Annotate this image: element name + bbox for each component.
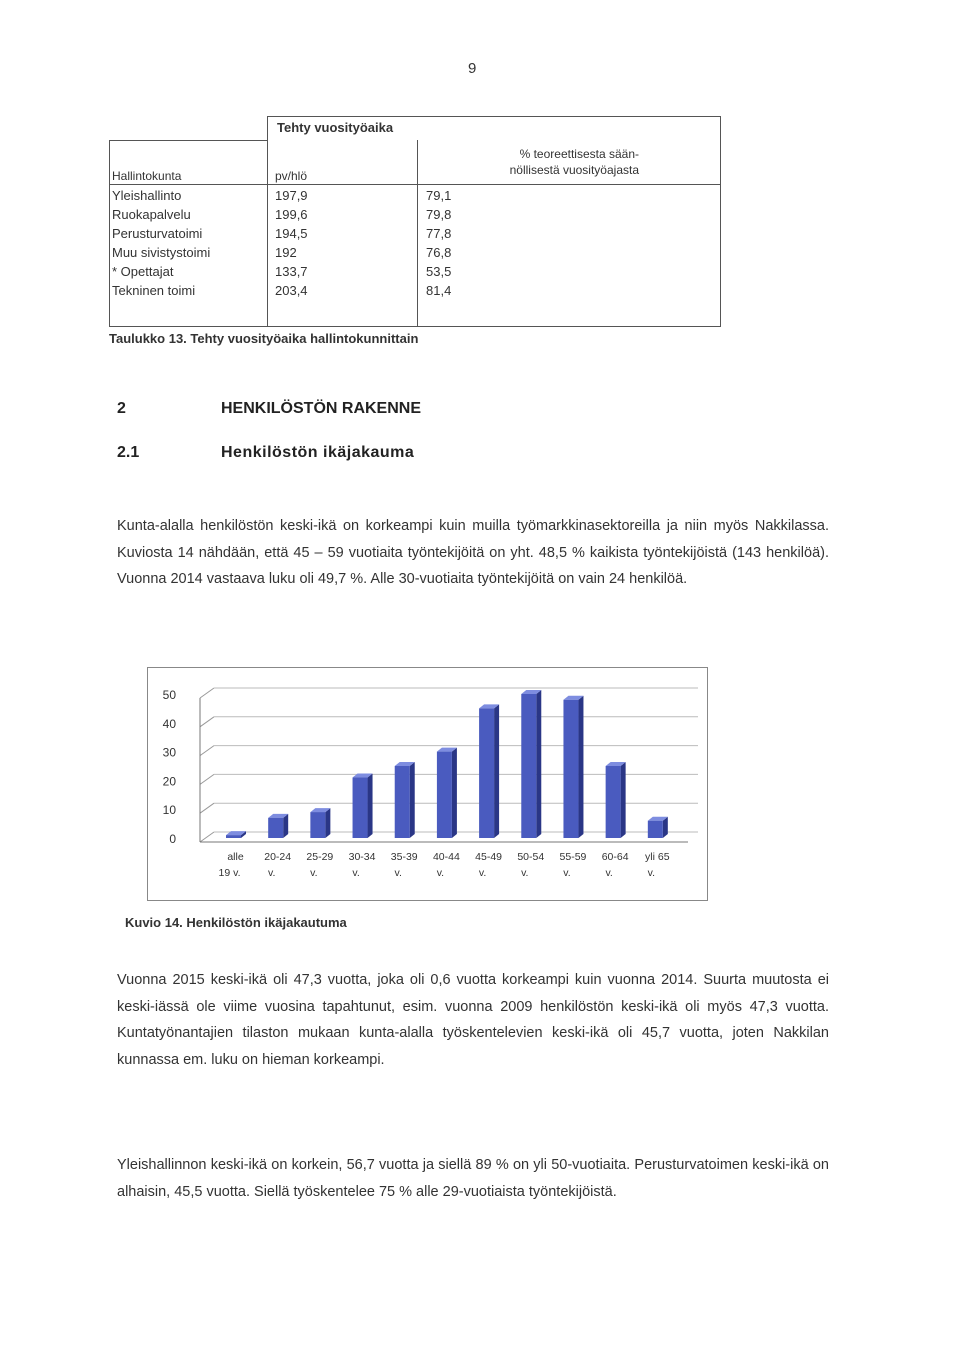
x-tick-label: v. (521, 867, 529, 879)
table-row: Perusturvatoimi 194,5 77,8 (112, 226, 452, 241)
bar-side (621, 762, 626, 838)
x-tick-label: v. (478, 867, 487, 879)
x-tick-label: v. (267, 867, 276, 879)
column-header-days: pv/hlö (275, 169, 308, 183)
x-tick-label: 19 v. (218, 867, 241, 879)
x-tick-label: v. (605, 867, 613, 879)
bar (226, 835, 241, 838)
table-row: Ruokapalvelu 199,6 79,8 (112, 207, 452, 222)
bar (479, 708, 494, 838)
y-tick-label: 30 (162, 745, 176, 760)
table-caption: Taulukko 13. Tehty vuosityöaika hallintokunnittain (109, 331, 419, 346)
x-tick-label: 45-49 (475, 851, 503, 863)
x-tick-label: 55-59 (559, 851, 587, 863)
x-tick-label: 20-24 (264, 851, 292, 863)
grid-slant (200, 803, 214, 813)
bar-side (410, 762, 415, 838)
bar (563, 700, 578, 838)
x-tick-label: v. (563, 867, 571, 879)
x-tick-label: 35-39 (390, 851, 418, 863)
table-row: Tekninen toimi 203,4 81,4 (112, 283, 452, 298)
column-header-unit: Hallintokunta (112, 169, 182, 183)
chart-canvas (148, 668, 707, 900)
subsection-title: Henkilöstön ikäjakauma (221, 444, 415, 461)
y-tick-label: 10 (162, 803, 176, 818)
x-tick-label: v. (310, 867, 318, 879)
y-tick-label: 50 (162, 688, 176, 702)
x-tick-label: 60-64 (601, 851, 629, 863)
x-tick-label: 50-54 (517, 851, 545, 863)
figure-caption: Kuvio 14. Henkilöstön ikäjakautuma (125, 915, 347, 930)
bar-side (368, 774, 373, 838)
bar (437, 752, 452, 838)
bar-side (536, 690, 541, 838)
bar-side (578, 696, 583, 838)
subsection-number: 2.1 (117, 444, 140, 461)
bar (268, 818, 283, 838)
grid-slant (200, 774, 214, 784)
x-tick-label: v. (647, 867, 656, 879)
table-row: * Opettajat 133,7 53,5 (112, 264, 452, 279)
x-tick-label: v. (352, 867, 360, 879)
x-tick-label: 25-29 (306, 851, 334, 863)
bar (521, 694, 536, 838)
grid-slant (200, 746, 214, 756)
y-tick-label: 40 (162, 716, 176, 731)
bar (310, 812, 325, 838)
table-title: Tehty vuosityöaika (277, 120, 394, 135)
column-header-percent: % teoreettisesta sään- nöllisestä vuosityöajasta (509, 147, 639, 177)
bar-side (325, 808, 330, 838)
grid-slant (200, 832, 214, 842)
section-number: 2 (117, 400, 126, 417)
bar (353, 778, 368, 838)
bar (648, 821, 663, 838)
grid-slant (200, 717, 214, 727)
paragraph-average-age: Vuonna 2015 keski-ikä oli 47,3 vuotta, joka oli 0,6 vuotta korkeampi kuin vuonna 2014. Suurta muutosta ei keski-iässä ole viime vuosina tapahtunut, esim. vuonna 2009 henkilöstön keski-ikä oli myös 47,3 vuotta. Kuntatyönantajien tilaston mukaan kunta-alalla työskentelevien keski-ikä oli 45,7 vuotta, joten Nakkilan kunnassa em. luku on hieman korkeampi. (117, 972, 829, 1068)
bar (606, 766, 621, 838)
page-number: 9 (468, 60, 477, 77)
x-tick-label: v. (394, 867, 402, 879)
bar-side (283, 814, 288, 838)
x-tick-label: 40-44 (432, 851, 460, 863)
y-tick-label: 20 (162, 774, 176, 789)
x-tick-label: v. (436, 867, 445, 879)
section-title: HENKILÖSTÖN RAKENNE (221, 400, 422, 417)
age-distribution-chart (147, 667, 708, 901)
paragraph-units-age: Yleishallinnon keski-ikä on korkein, 56,7 vuotta ja siellä 89 % on yli 50-vuotiaita. Perusturvatoimen keski-ikä on alhaisin, 45,5 vuotta. Siellä työskentelee 75 % alle 29-vuotiaista työntekijöistä. (117, 1157, 829, 1200)
paragraph-age-structure: Kunta-alalla henkilöstön keski-ikä on korkeampi kuin muilla työmarkkinasektoreilla ja niin myös Nakkilassa. Kuviosta 14 nähdään, että 45 – 59 vuotiaita työntekijöitä on yht. 48,5 % kaikista työntekijöistä (143 henkilöä). Vuonna 2014 vastaava luku oli 49,7 %. Alle 30-vuotiaita työntekijöitä on vain 24 henkilöä. (117, 518, 829, 587)
bar-side (452, 748, 457, 838)
x-tick-label: 30-34 (348, 851, 376, 863)
x-tick-label: alle (227, 851, 244, 863)
table-row: Yleishallinto 197,9 79,1 (112, 188, 452, 203)
bar (395, 766, 410, 838)
table-row: Muu sivistystoimi 192 76,8 (112, 245, 452, 260)
y-tick-label: 0 (169, 832, 176, 846)
grid-slant (200, 688, 214, 698)
x-tick-label: yli 65 (645, 851, 670, 863)
bar-side (494, 704, 499, 838)
